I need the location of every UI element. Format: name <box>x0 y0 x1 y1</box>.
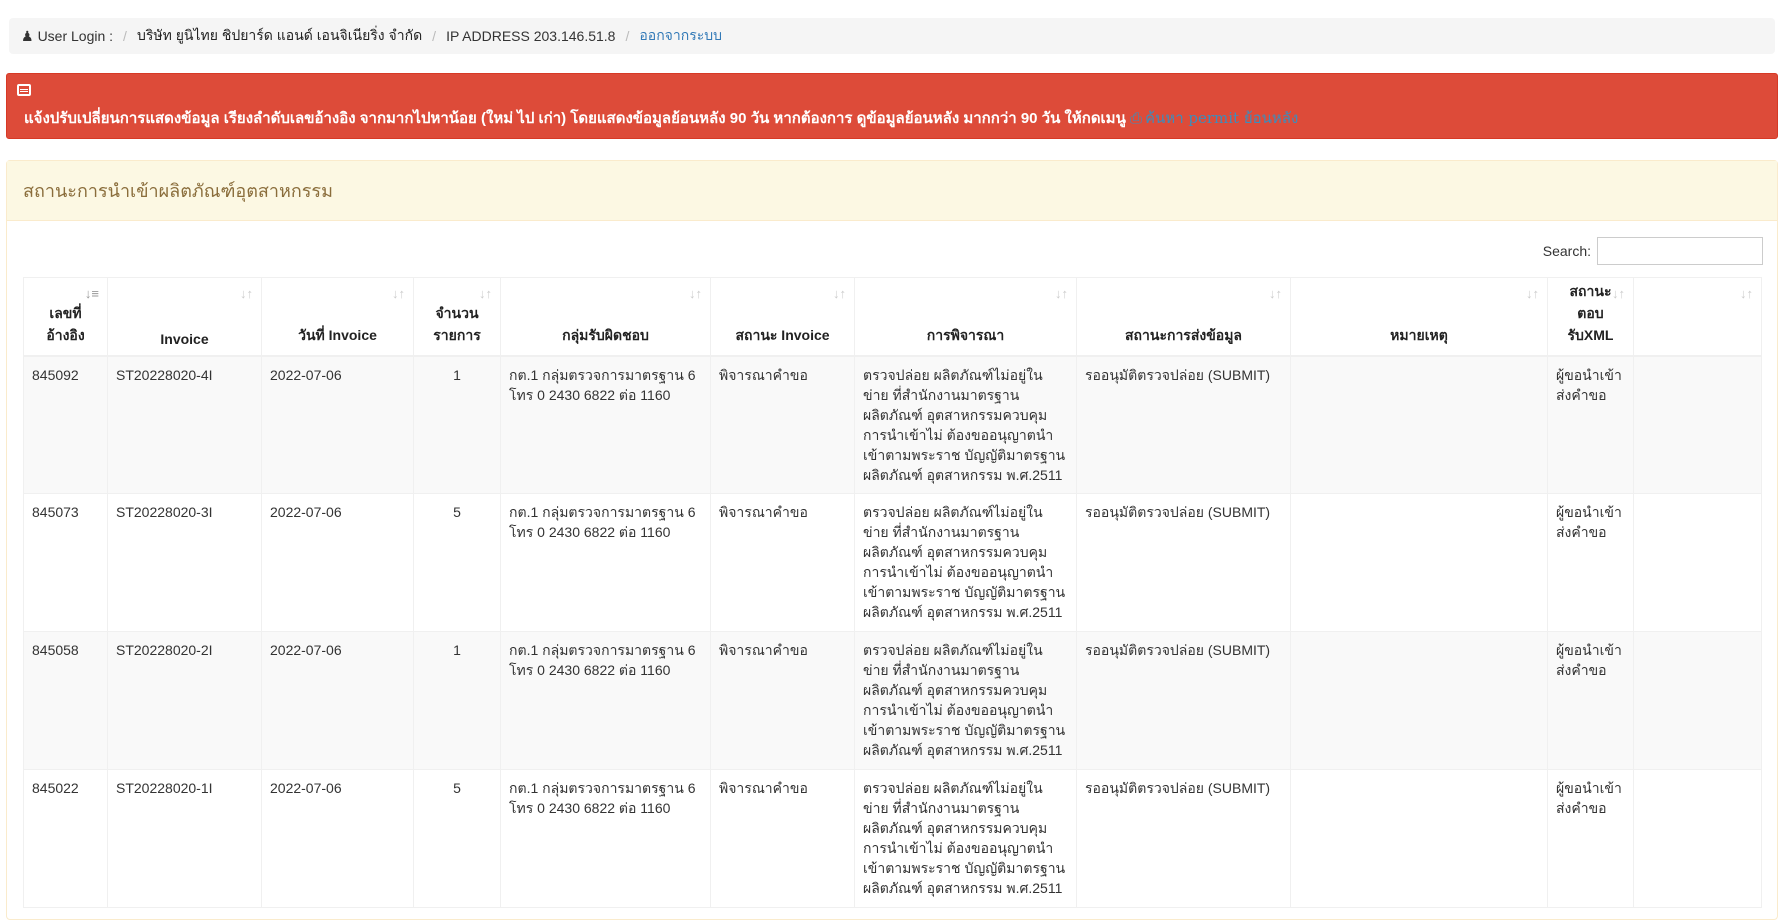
cell-xml-status: ผู้ขอนำเข้า ส่งคำขอ <box>1548 494 1634 632</box>
table-row[interactable] <box>24 632 1762 770</box>
search-label: Search: <box>1542 243 1591 259</box>
cell-group: กต.1 กลุ่มตรวจการมาตรฐาน 6 โทร 0 2430 6822 ต่อ 1160 <box>501 356 711 494</box>
column-header-invoice[interactable]: ↓↑ Invoice <box>108 278 262 356</box>
cell-ref: 845092 <box>24 356 108 494</box>
breadcrumb-separator: / <box>625 28 630 44</box>
breadcrumb-separator: / <box>432 28 437 44</box>
cell-remark <box>1291 494 1548 632</box>
cell-remark <box>1291 356 1548 494</box>
sort-icon: ↓↑ <box>1269 286 1282 301</box>
sort-icon: ↓↑ <box>1526 286 1539 301</box>
cell-invoice: ST20228020-2I <box>108 632 262 770</box>
cell-date: 2022-07-06 <box>262 356 414 494</box>
sort-icon: ↓↑ <box>689 286 702 301</box>
status-table <box>23 277 1762 908</box>
column-header-date[interactable]: ↓↑ วันที่ Invoice <box>262 278 414 356</box>
notice-alert <box>6 73 1778 139</box>
cell-consideration: ตรวจปล่อย ผลิตภัณฑ์ไม่อยู่ในข่าย ที่สำนักงานมาตรฐานผลิตภัณฑ์ อุตสาหกรรมควบคุม การนำเข้าไม่ ต้องขออนุญาตนำเข้าตามพระราช บัญญัติมาตรฐานผลิตภัณฑ์ อุตสาหกรรม พ.ศ.2511 <box>855 494 1077 632</box>
cell-count: 1 <box>414 632 501 770</box>
list-icon <box>17 84 31 96</box>
cell-date: 2022-07-06 <box>262 770 414 908</box>
search-permit-history-label: ค้นหา permit ย้อนหลัง <box>1145 109 1299 127</box>
cell-send-status: รออนุมัติตรวจปล่อย (SUBMIT) <box>1077 356 1291 494</box>
cell-remark <box>1291 770 1548 908</box>
column-header-ref[interactable]: ↓≡ เลขที่ อ้างอิง <box>24 278 108 356</box>
cell-invoice-status: พิจารณาคำขอ <box>711 356 855 494</box>
cell-group: กต.1 กลุ่มตรวจการมาตรฐาน 6 โทร 0 2430 6822 ต่อ 1160 <box>501 494 711 632</box>
cell-count: 5 <box>414 770 501 908</box>
column-header-invoice-status[interactable]: ↓↑ สถานะ Invoice <box>711 278 855 356</box>
cell-count: 1 <box>414 356 501 494</box>
column-header-send-status[interactable]: ↓↑ สถานะการส่งข้อมูล <box>1077 278 1291 356</box>
search-permit-history-link[interactable] <box>1130 109 1298 127</box>
user-login-label: User Login : <box>37 28 114 44</box>
cell-xml-status: ผู้ขอนำเข้า ส่งคำขอ <box>1548 770 1634 908</box>
table-row[interactable] <box>24 356 1762 494</box>
column-header-action[interactable] <box>1634 278 1762 356</box>
cell-consideration: ตรวจปล่อย ผลิตภัณฑ์ไม่อยู่ในข่าย ที่สำนักงานมาตรฐานผลิตภัณฑ์ อุตสาหกรรมควบคุม การนำเข้าไม่ ต้องขออนุญาตนำเข้าตามพระราช บัญญัติมาตรฐานผลิตภัณฑ์ อุตสาหกรรม พ.ศ.2511 <box>855 356 1077 494</box>
cell-consideration: ตรวจปล่อย ผลิตภัณฑ์ไม่อยู่ในข่าย ที่สำนักงานมาตรฐานผลิตภัณฑ์ อุตสาหกรรมควบคุม การนำเข้าไม่ ต้องขออนุญาตนำเข้าตามพระราช บัญญัติมาตรฐานผลิตภัณฑ์ อุตสาหกรรม พ.ศ.2511 <box>855 770 1077 908</box>
import-status-panel <box>6 160 1778 920</box>
search-box <box>1543 237 1763 265</box>
cell-send-status: รออนุมัติตรวจปล่อย (SUBMIT) <box>1077 494 1291 632</box>
breadcrumb-separator: / <box>123 28 127 44</box>
cell-date: 2022-07-06 <box>262 632 414 770</box>
table-row[interactable] <box>24 770 1762 908</box>
company-name: บริษัท ยูนิไทย ชิปยาร์ด แอนด์ เอนจิเนียริ่ง จำกัด <box>136 27 423 43</box>
logout-link[interactable]: ออกจากระบบ <box>639 27 723 43</box>
panel-title: สถานะการนำเข้าผลิตภัณฑ์อุตสาหกรรม <box>7 161 1777 221</box>
cell-invoice: ST20228020-1I <box>108 770 262 908</box>
cell-send-status: รออนุมัติตรวจปล่อย (SUBMIT) <box>1077 770 1291 908</box>
cell-xml-status: ผู้ขอนำเข้า ส่งคำขอ <box>1548 356 1634 494</box>
sort-icon: ↓↑ <box>392 286 405 301</box>
column-header-count[interactable]: ↓↑ จำนวน รายการ <box>414 278 501 356</box>
cell-invoice-status: พิจารณาคำขอ <box>711 770 855 908</box>
ip-address: IP ADDRESS 203.146.51.8 <box>446 28 616 44</box>
notice-text: แจ้งปรับเปลี่ยนการแสดงข้อมูล เรียงลำดับเลขอ้างอิง จากมากไปหาน้อย (ใหม่ ไป เก่า) โดยแสดงข้อมูลย้อนหลัง 90 วัน หากต้องการ ดูข้อมูลย้อนหลัง มากกว่า 90 วัน ให้กดเมนู <box>24 110 1126 127</box>
cell-action <box>1634 770 1762 908</box>
cell-date: 2022-07-06 <box>262 494 414 632</box>
sort-icon: ↓↑ <box>833 286 846 301</box>
cell-count: 5 <box>414 494 501 632</box>
cell-invoice-status: พิจารณาคำขอ <box>711 494 855 632</box>
cell-invoice: ST20228020-4I <box>108 356 262 494</box>
breadcrumb <box>9 18 1775 54</box>
sort-icon: ↓↑ <box>240 286 253 301</box>
table-row[interactable] <box>24 494 1762 632</box>
cell-group: กต.1 กลุ่มตรวจการมาตรฐาน 6 โทร 0 2430 6822 ต่อ 1160 <box>501 632 711 770</box>
search-input[interactable] <box>1597 237 1763 265</box>
sort-icon: ↓↑ <box>1740 286 1753 301</box>
column-header-consideration[interactable]: ↓↑ การพิจารณา <box>855 278 1077 356</box>
table-header-row <box>24 278 1762 356</box>
cell-ref: 845022 <box>24 770 108 908</box>
cell-remark <box>1291 632 1548 770</box>
column-header-xml-status[interactable]: ↓↑ สถานะ ตอบ รับXML <box>1548 278 1634 356</box>
column-header-remark[interactable]: ↓↑ หมายเหตุ <box>1291 278 1548 356</box>
cell-xml-status: ผู้ขอนำเข้า ส่งคำขอ <box>1548 632 1634 770</box>
column-header-group[interactable]: ↓↑ กลุ่มรับผิดชอบ <box>501 278 711 356</box>
cell-invoice-status: พิจารณาคำขอ <box>711 632 855 770</box>
cell-action <box>1634 632 1762 770</box>
cell-group: กต.1 กลุ่มตรวจการมาตรฐาน 6 โทร 0 2430 6822 ต่อ 1160 <box>501 770 711 908</box>
user-icon: ♟ <box>21 27 34 44</box>
notice-message <box>24 106 1298 130</box>
printer-icon: ⎙ <box>1130 109 1143 127</box>
sort-icon: ↓↑ <box>1055 286 1068 301</box>
cell-consideration: ตรวจปล่อย ผลิตภัณฑ์ไม่อยู่ในข่าย ที่สำนักงานมาตรฐานผลิตภัณฑ์ อุตสาหกรรมควบคุม การนำเข้าไม่ ต้องขออนุญาตนำเข้าตามพระราช บัญญัติมาตรฐานผลิตภัณฑ์ อุตสาหกรรม พ.ศ.2511 <box>855 632 1077 770</box>
sort-icon: ↓↑ <box>479 286 492 301</box>
sort-desc-icon: ↓≡ <box>84 286 99 301</box>
cell-ref: 845058 <box>24 632 108 770</box>
cell-ref: 845073 <box>24 494 108 632</box>
cell-invoice: ST20228020-3I <box>108 494 262 632</box>
cell-action <box>1634 356 1762 494</box>
cell-action <box>1634 494 1762 632</box>
cell-send-status: รออนุมัติตรวจปล่อย (SUBMIT) <box>1077 632 1291 770</box>
sort-icon: ↓↑ <box>1612 286 1625 301</box>
